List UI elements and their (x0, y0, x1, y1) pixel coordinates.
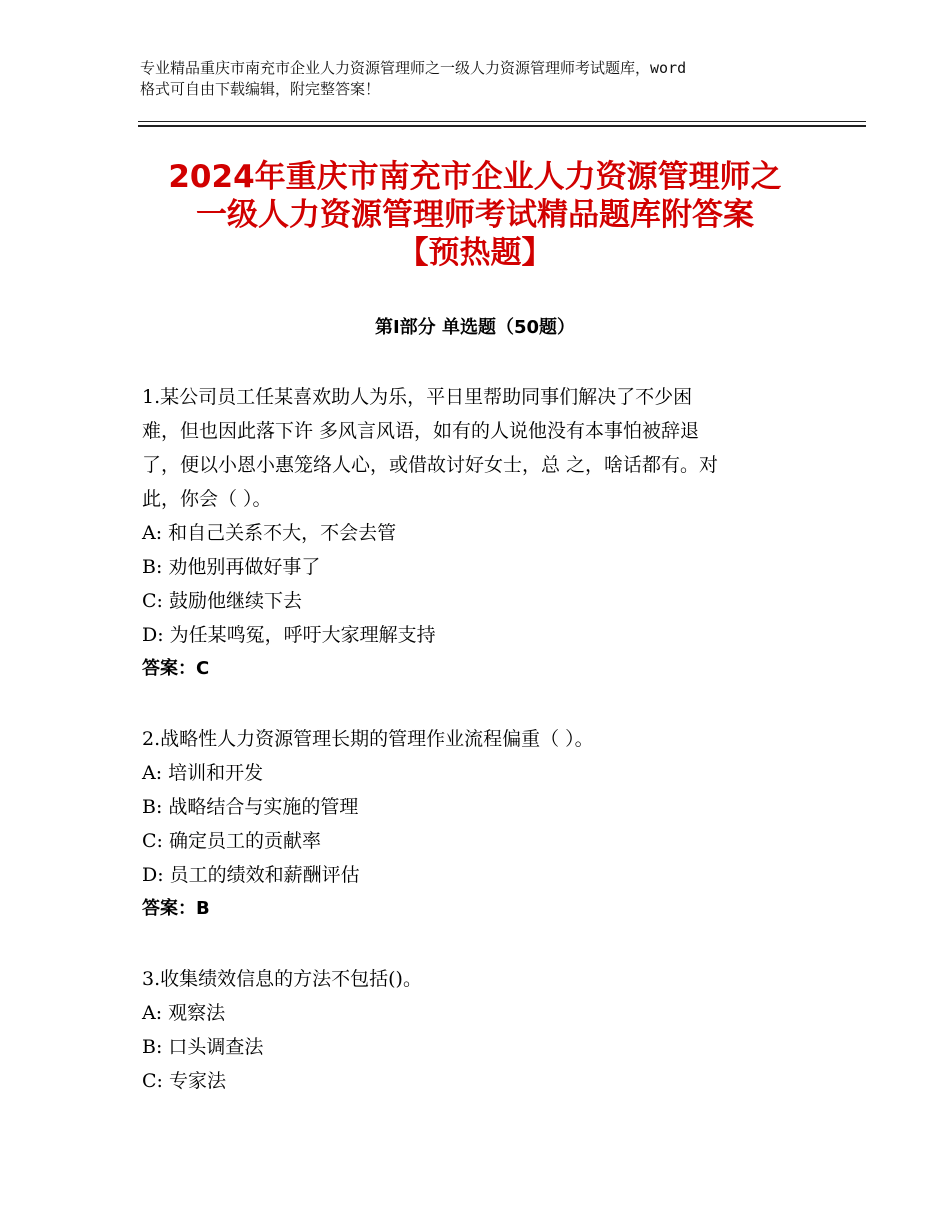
question-1 (142, 380, 822, 686)
question-2-option-c: C: 确定员工的贡献率 (142, 830, 321, 852)
question-1-option-d: D: 为任某鸣冤，呼吁大家理解支持 (142, 624, 436, 646)
question-spacer (142, 926, 822, 962)
section-heading: 第Ⅰ部分 单选题（50题） (374, 317, 575, 338)
question-3 (142, 962, 822, 1098)
question-1-stem-line-1: 1.某公司员工任某喜欢助人为乐，平日里帮助同事们解决了不少困 (142, 386, 693, 408)
question-1-option-a: A: 和自己关系不大，不会去管 (142, 522, 397, 544)
question-2-option-d: D: 员工的绩效和薪酬评估 (142, 864, 360, 886)
question-3-option-a: A: 观察法 (142, 1002, 226, 1024)
document-title-line-2: 一级人力资源管理师考试精品题库附答案 (196, 197, 754, 233)
question-2-option-a: A: 培训和开发 (142, 762, 264, 784)
document-title-line-1: 2024年重庆市南充市企业人力资源管理师之 (168, 159, 782, 195)
question-1-stem-line-2: 难，但也因此落下许 多风言风语，如有的人说他没有本事怕被辞退 (142, 420, 700, 442)
question-1-option-c: C: 鼓励他继续下去 (142, 590, 302, 612)
header-note-line-1: 专业精品重庆市南充市企业人力资源管理师之一级人力资源管理师考试题库，word (140, 59, 687, 77)
header-note-line-2: 格式可自由下载编辑，附完整答案！ (140, 80, 381, 98)
header-divider-thin (138, 121, 866, 122)
question-2-option-b: B: 战略结合与实施的管理 (142, 796, 359, 818)
question-3-option-b: B: 口头调查法 (142, 1036, 264, 1058)
document-title-line-3: 【预热题】 (397, 235, 553, 271)
question-2 (142, 722, 822, 926)
question-3-option-c: C: 专家法 (142, 1070, 226, 1092)
document-title (100, 158, 850, 272)
header-divider-thick (138, 125, 866, 127)
question-2-answer: 答案：B (142, 898, 210, 919)
question-1-option-b: B: 劝他别再做好事了 (142, 556, 321, 578)
question-1-stem-line-4: 此，你会（ ）。 (142, 488, 272, 510)
header-note (140, 58, 830, 100)
question-3-stem-line-1: 3.收集绩效信息的方法不包括()。 (142, 968, 422, 990)
question-spacer (142, 686, 822, 722)
question-list (142, 380, 822, 1098)
question-1-answer: 答案：C (142, 658, 210, 679)
question-2-stem-line-1: 2.战略性人力资源管理长期的管理作业流程偏重（ ）。 (142, 728, 594, 750)
question-1-stem-line-3: 了，便以小恩小惠笼络人心，或借故讨好女士，总 之，啥话都有。对 (142, 454, 719, 476)
